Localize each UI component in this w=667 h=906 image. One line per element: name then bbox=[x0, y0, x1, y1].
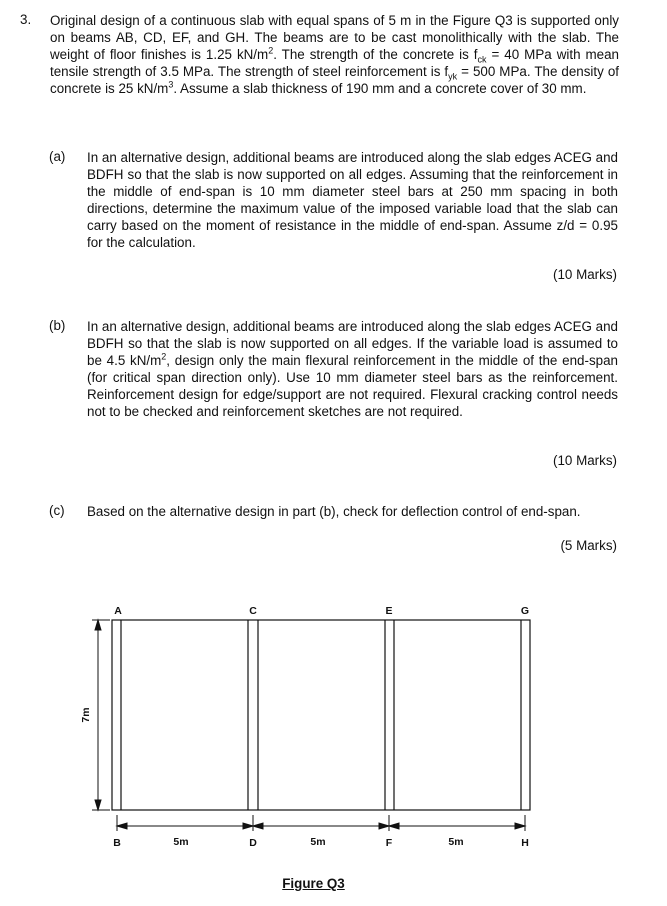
part-b-square-sup: 2 bbox=[161, 351, 167, 362]
label-f: F bbox=[385, 837, 393, 849]
stem-cube-sup: 3 bbox=[168, 79, 174, 90]
fck-subscript: ck bbox=[477, 54, 487, 65]
label-b: B bbox=[113, 837, 121, 849]
stem-text-5: . Assume a slab thickness of 190 mm and a concrete cover of 30 mm. bbox=[173, 81, 587, 96]
part-b-label: (b) bbox=[49, 318, 66, 333]
part-c-marks: (5 Marks) bbox=[560, 538, 617, 553]
stem-text-1: Original design of a continuous slab with equal spans of 5 m in the Figure Q3 is supported only on beams AB, CD, EF, and GH. The beams are to be cast monolithically with the slab. The weight of floor finishes is 1.25 kN/m bbox=[50, 13, 619, 62]
question-number: 3. bbox=[20, 12, 32, 27]
height-label: 7m bbox=[80, 707, 92, 723]
part-c-text: Based on the alternative design in part (b), check for deflection control of end-span. bbox=[87, 504, 581, 519]
part-b-text-1: In an alternative design, additional beams are introduced along the slab edges ACEG and BDFH so that the slab is now supported on all edges. If the variable load is assumed to be 4.5 kN/m bbox=[87, 319, 618, 368]
label-g: G bbox=[520, 605, 530, 617]
stem-text-2: . The strength of the concrete is f bbox=[273, 47, 478, 62]
label-e: E bbox=[385, 605, 393, 617]
part-a-text: In an alternative design, additional beams are introduced along the slab edges ACEG and BDFH so that the slab is now supported on all edges. Assuming that the reinforcement in the middle of end-span is 10 mm diameter steel bars at 250 mm spacing in both directions, determine the maximum value of the imposed variable load that the slab can carry based on the moment of resistance in the middle of end-span. Assume z/d = 0.95 for the calculation. bbox=[87, 150, 618, 250]
label-h: H bbox=[521, 837, 529, 849]
label-d: D bbox=[249, 837, 257, 849]
fyk-subscript: yk bbox=[448, 71, 458, 82]
height-arrow-bottom bbox=[95, 800, 101, 810]
span-label-3: 5m bbox=[448, 836, 464, 848]
arrow-b-right bbox=[117, 823, 127, 829]
height-dimension bbox=[92, 620, 110, 810]
part-a-label: (a) bbox=[49, 149, 66, 164]
figure-caption: Figure Q3 bbox=[282, 876, 345, 891]
slab-outline bbox=[112, 620, 530, 810]
stem-text-3: = 40 MPa with mean tensile strength of 3.5 MPa. The strength of steel reinforcement is f bbox=[50, 47, 619, 79]
arrow-d-right bbox=[253, 823, 263, 829]
span-dimensions bbox=[117, 815, 525, 831]
part-b-text-2: , design only the main flexural reinforcement in the middle of the end-span (for critical span direction only). Use 10 mm diameter steel bars as the reinforcement. Reinforcement design for edge/support are not required. Flexural cracking control needs not to be checked and reinforcement sketches are not required. bbox=[87, 353, 618, 419]
slab-outer-edge bbox=[112, 620, 530, 810]
span-label-2: 5m bbox=[310, 836, 326, 848]
arrow-h-left bbox=[515, 823, 525, 829]
label-c: C bbox=[249, 605, 257, 617]
span-label-1: 5m bbox=[173, 836, 189, 848]
part-a-marks: (10 Marks) bbox=[553, 267, 617, 282]
height-arrow-top bbox=[95, 620, 101, 630]
label-a: A bbox=[114, 605, 122, 617]
stem-text-4: = 500 MPa. The density of concrete is 25 kN/m bbox=[50, 64, 619, 96]
stem-square-sup: 2 bbox=[268, 45, 274, 56]
part-b-marks: (10 Marks) bbox=[553, 453, 617, 468]
arrow-f-right bbox=[389, 823, 399, 829]
part-c-label: (c) bbox=[49, 503, 65, 518]
